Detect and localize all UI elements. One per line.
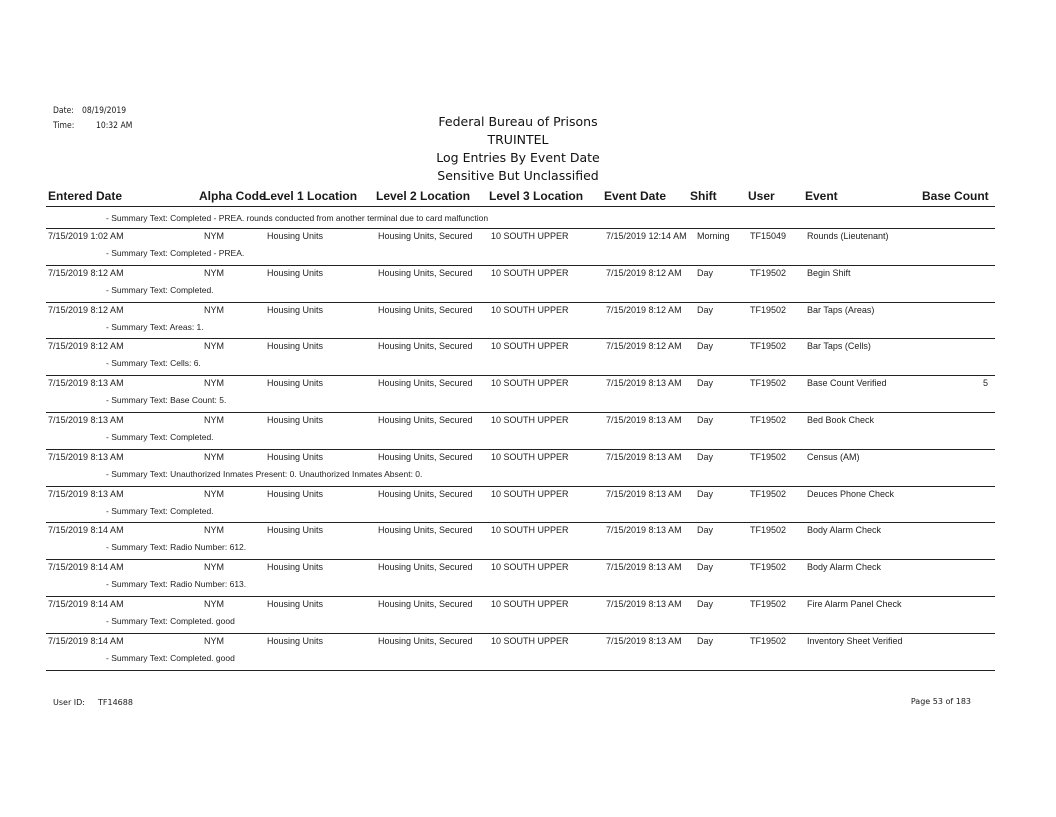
row-summary-text: - Summary Text: Completed. good: [106, 616, 235, 626]
carryover-summary: - Summary Text: Completed - PREA. rounds conducted from another terminal due to card malfunction: [106, 213, 489, 223]
cell-level1-location: Housing Units: [267, 415, 324, 425]
col-event-date: Event Date: [604, 189, 667, 203]
cell-user: TF15049: [750, 231, 787, 241]
row-rule: [46, 265, 995, 266]
report-title-agency: Federal Bureau of Prisons: [438, 114, 598, 129]
cell-entered-date: 7/15/2019 1:02 AM: [48, 231, 124, 241]
row-summary-text: - Summary Text: Radio Number: 613.: [106, 579, 247, 589]
cell-shift: Morning: [697, 231, 730, 241]
cell-level1-location: Housing Units: [267, 305, 324, 315]
cell-shift: Day: [697, 599, 714, 609]
row-summary-text: - Summary Text: Cells: 6.: [106, 358, 201, 368]
row-rule: [46, 228, 995, 229]
cell-level1-location: Housing Units: [267, 452, 324, 462]
cell-level3-location: 10 SOUTH UPPER: [491, 305, 569, 315]
cell-shift: Day: [697, 562, 714, 572]
cell-entered-date: 7/15/2019 8:14 AM: [48, 562, 124, 572]
cell-event-date: 7/15/2019 8:13 AM: [606, 452, 682, 462]
cell-user: TF19502: [750, 378, 787, 388]
cell-level2-location: Housing Units, Secured: [378, 489, 473, 499]
cell-event-date: 7/15/2019 8:13 AM: [606, 636, 682, 646]
row-rule: [46, 486, 995, 487]
row-summary-text: - Summary Text: Completed - PREA.: [106, 248, 245, 258]
row-summary-text: - Summary Text: Completed. good: [106, 653, 235, 663]
cell-level1-location: Housing Units: [267, 636, 324, 646]
cell-entered-date: 7/15/2019 8:12 AM: [48, 305, 124, 315]
cell-shift: Day: [697, 305, 714, 315]
cell-alpha-code: NYM: [204, 231, 224, 241]
cell-event-date: 7/15/2019 8:12 AM: [606, 305, 682, 315]
cell-level2-location: Housing Units, Secured: [378, 378, 473, 388]
cell-level3-location: 10 SOUTH UPPER: [491, 525, 569, 535]
cell-level1-location: Housing Units: [267, 378, 324, 388]
cell-alpha-code: NYM: [204, 452, 224, 462]
cell-event: Bar Taps (Areas): [807, 305, 875, 315]
cell-alpha-code: NYM: [204, 525, 224, 535]
cell-level2-location: Housing Units, Secured: [378, 415, 473, 425]
cell-level1-location: Housing Units: [267, 268, 324, 278]
cell-alpha-code: NYM: [204, 489, 224, 499]
report-title-name: Log Entries By Event Date: [436, 150, 600, 165]
cell-entered-date: 7/15/2019 8:14 AM: [48, 525, 124, 535]
cell-alpha-code: NYM: [204, 415, 224, 425]
footer-page-number: Page 53 of 183: [910, 697, 971, 706]
cell-level2-location: Housing Units, Secured: [378, 231, 473, 241]
cell-level3-location: 10 SOUTH UPPER: [491, 562, 569, 572]
cell-user: TF19502: [750, 489, 787, 499]
row-rule: [46, 412, 995, 413]
cell-event-date: 7/15/2019 8:13 AM: [606, 378, 682, 388]
cell-event: Body Alarm Check: [807, 525, 882, 535]
table-bottom-rule: [46, 670, 995, 671]
cell-level2-location: Housing Units, Secured: [378, 636, 473, 646]
cell-user: TF19502: [750, 525, 787, 535]
cell-level2-location: Housing Units, Secured: [378, 599, 473, 609]
row-rule: [46, 596, 995, 597]
cell-event-date: 7/15/2019 8:13 AM: [606, 562, 682, 572]
cell-level2-location: Housing Units, Secured: [378, 562, 473, 572]
cell-user: TF19502: [750, 415, 787, 425]
cell-event: Census (AM): [807, 452, 860, 462]
cell-level2-location: Housing Units, Secured: [378, 268, 473, 278]
cell-user: TF19502: [750, 452, 787, 462]
cell-alpha-code: NYM: [204, 341, 224, 351]
row-rule: [46, 338, 995, 339]
cell-level1-location: Housing Units: [267, 599, 324, 609]
cell-level2-location: Housing Units, Secured: [378, 341, 473, 351]
col-user: User: [748, 189, 775, 203]
col-entered-date: Entered Date: [48, 189, 123, 203]
cell-event-date: 7/15/2019 8:12 AM: [606, 268, 682, 278]
col-alpha-code: Alpha Code: [199, 189, 266, 203]
cell-level3-location: 10 SOUTH UPPER: [491, 452, 569, 462]
cell-event-date: 7/15/2019 8:13 AM: [606, 525, 682, 535]
cell-shift: Day: [697, 636, 714, 646]
row-summary-text: - Summary Text: Radio Number: 612.: [106, 542, 247, 552]
cell-user: TF19502: [750, 305, 787, 315]
cell-shift: Day: [697, 452, 714, 462]
report-date-label: Date:: [53, 106, 74, 116]
row-summary-text: - Summary Text: Base Count: 5.: [106, 395, 227, 405]
cell-entered-date: 7/15/2019 8:13 AM: [48, 452, 124, 462]
cell-event: Rounds (Lieutenant): [807, 231, 889, 241]
cell-event-date: 7/15/2019 8:13 AM: [606, 599, 682, 609]
report-date-value: 08/19/2019: [82, 106, 127, 116]
cell-shift: Day: [697, 268, 714, 278]
cell-level1-location: Housing Units: [267, 231, 324, 241]
cell-entered-date: 7/15/2019 8:13 AM: [48, 415, 124, 425]
cell-entered-date: 7/15/2019 8:13 AM: [48, 489, 124, 499]
report-title-classification: Sensitive But Unclassified: [437, 168, 599, 183]
col-level2-location: Level 2 Location: [376, 189, 471, 203]
cell-level2-location: Housing Units, Secured: [378, 452, 473, 462]
cell-event-date: 7/15/2019 8:12 AM: [606, 341, 682, 351]
cell-alpha-code: NYM: [204, 562, 224, 572]
cell-event-date: 7/15/2019 8:13 AM: [606, 489, 682, 499]
cell-level3-location: 10 SOUTH UPPER: [491, 489, 569, 499]
row-rule: [46, 449, 995, 450]
row-summary-text: - Summary Text: Completed.: [106, 432, 214, 442]
cell-event: Base Count Verified: [807, 378, 887, 388]
col-event: Event: [805, 189, 838, 203]
cell-shift: Day: [697, 378, 714, 388]
cell-base-count: 5: [982, 378, 988, 388]
col-level1-location: Level 1 Location: [263, 189, 358, 203]
cell-event: Bed Book Check: [807, 415, 875, 425]
cell-entered-date: 7/15/2019 8:13 AM: [48, 378, 124, 388]
cell-event: Deuces Phone Check: [807, 489, 895, 499]
cell-entered-date: 7/15/2019 8:14 AM: [48, 636, 124, 646]
cell-level3-location: 10 SOUTH UPPER: [491, 341, 569, 351]
cell-event-date: 7/15/2019 12:14 AM: [606, 231, 687, 241]
cell-user: TF19502: [750, 636, 787, 646]
row-rule: [46, 375, 995, 376]
cell-user: TF19502: [750, 562, 787, 572]
header-rule: [46, 206, 995, 207]
col-base-count: Base Count: [922, 189, 989, 203]
cell-user: TF19502: [750, 599, 787, 609]
cell-alpha-code: NYM: [204, 378, 224, 388]
report-time-label: Time:: [53, 121, 75, 131]
cell-alpha-code: NYM: [204, 268, 224, 278]
cell-shift: Day: [697, 341, 714, 351]
row-summary-text: - Summary Text: Completed.: [106, 285, 214, 295]
row-summary-text: - Summary Text: Areas: 1.: [106, 322, 204, 332]
row-rule: [46, 633, 995, 634]
cell-alpha-code: NYM: [204, 636, 224, 646]
cell-level3-location: 10 SOUTH UPPER: [491, 636, 569, 646]
cell-event: Begin Shift: [807, 268, 851, 278]
cell-user: TF19502: [750, 268, 787, 278]
cell-alpha-code: NYM: [204, 305, 224, 315]
cell-entered-date: 7/15/2019 8:14 AM: [48, 599, 124, 609]
cell-level2-location: Housing Units, Secured: [378, 305, 473, 315]
cell-level3-location: 10 SOUTH UPPER: [491, 599, 569, 609]
footer-user-id-value: TF14688: [98, 698, 133, 707]
cell-level3-location: 10 SOUTH UPPER: [491, 378, 569, 388]
row-rule: [46, 522, 995, 523]
report-time-value: 10:32 AM: [96, 121, 133, 131]
cell-event: Inventory Sheet Verified: [807, 636, 903, 646]
cell-event: Body Alarm Check: [807, 562, 882, 572]
cell-level1-location: Housing Units: [267, 525, 324, 535]
col-shift: Shift: [690, 189, 717, 203]
cell-shift: Day: [697, 415, 714, 425]
cell-level1-location: Housing Units: [267, 341, 324, 351]
row-rule: [46, 302, 995, 303]
cell-level3-location: 10 SOUTH UPPER: [491, 231, 569, 241]
cell-user: TF19502: [750, 341, 787, 351]
cell-event: Bar Taps (Cells): [807, 341, 871, 351]
cell-event: Fire Alarm Panel Check: [807, 599, 902, 609]
cell-level1-location: Housing Units: [267, 562, 324, 572]
cell-alpha-code: NYM: [204, 599, 224, 609]
row-rule: [46, 559, 995, 560]
cell-level2-location: Housing Units, Secured: [378, 525, 473, 535]
cell-event-date: 7/15/2019 8:13 AM: [606, 415, 682, 425]
cell-entered-date: 7/15/2019 8:12 AM: [48, 268, 124, 278]
report-title-system: TRUINTEL: [487, 132, 549, 147]
row-summary-text: - Summary Text: Unauthorized Inmates Present: 0. Unauthorized Inmates Absent: 0.: [106, 469, 423, 479]
col-level3-location: Level 3 Location: [489, 189, 584, 203]
cell-level3-location: 10 SOUTH UPPER: [491, 415, 569, 425]
row-summary-text: - Summary Text: Completed.: [106, 506, 214, 516]
footer-user-id-label: User ID:: [53, 698, 85, 707]
cell-level3-location: 10 SOUTH UPPER: [491, 268, 569, 278]
cell-entered-date: 7/15/2019 8:12 AM: [48, 341, 124, 351]
cell-level1-location: Housing Units: [267, 489, 324, 499]
cell-shift: Day: [697, 525, 714, 535]
cell-shift: Day: [697, 489, 714, 499]
